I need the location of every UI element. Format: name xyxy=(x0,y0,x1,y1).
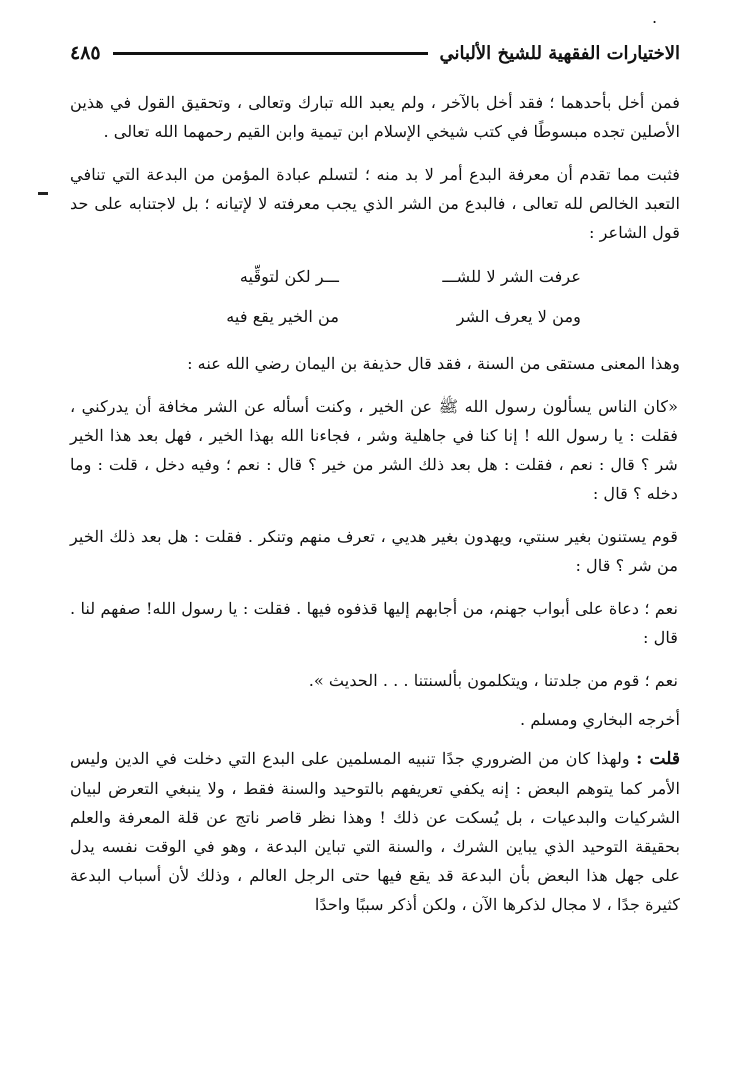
hadith-paragraph-4: نعم ؛ قوم من جلدتنا ، ويتكلمون بألسنتنا . . . الحديث ». xyxy=(308,671,678,690)
poem-hemistich-2b: من الخير يقع فيه xyxy=(226,307,339,326)
paragraph-comment xyxy=(70,744,680,919)
page-number: ٤٨٥ xyxy=(70,42,101,64)
page-body xyxy=(70,88,680,933)
running-title: الاختيارات الفقهية للشيخ الألباني xyxy=(439,42,680,64)
poem-verse-1 xyxy=(70,257,680,297)
hadith-source: أخرجه البخاري ومسلم . xyxy=(520,710,680,729)
poem xyxy=(70,257,680,337)
poem-hemistich-1a: عرفت الشر لا للشـــ xyxy=(442,267,581,286)
poem-hemistich-1b: ـــر لكن لتوقِّيه xyxy=(239,267,339,286)
comment-text: ولهذا كان من الضروري جدًا تنبيه المسلمين على البدع التي دخلت في الدين وليس الأمر كما يتوهم البعض : إنه يكفي تعريفهم بالتوحيد والسنة فقط ، ولا ينبغي التعرض لبيان الشركيات والبدعيات ، بل يُسكت عن ذلك ! وهذا نظر قاصر ناتج عن قلة المعرفة والعلم بحقيقة التوحيد الذي يباين الشرك ، والسنة التي تباين البدعة ، وهو في الوقت نفسه يدل على جهل هذا البعض بأن البدعة قد يقع فيها حتى الرجل العالم ، وذلك لأن أسباب البدعة كثيرة جدًا ، لا مجال لذكرها الآن ، ولكن أذكر سببًا واحدًا xyxy=(70,749,680,914)
header-rule xyxy=(113,52,428,55)
poem-verse-2 xyxy=(70,297,680,337)
paragraph-1: فمن أخل بأحدهما ؛ فقد أخل بالآخر ، ولم يعبد الله تبارك وتعالى ، وتحقيق القول في هذين الأصلين تجده مبسوطًا في كتب شيخي الإسلام ابن تيمية وابن القيم رحمهما الله تعالى . xyxy=(70,93,680,141)
comment-label: قلت : xyxy=(636,749,680,769)
corner-mark: . xyxy=(652,8,658,27)
paragraph-3: وهذا المعنى مستقى من السنة ، فقد قال حذيفة بن اليمان رضي الله عنه : xyxy=(187,354,680,373)
hadith-paragraph-1: «كان الناس يسألون رسول الله ﷺ عن الخير ، وكنت أسأله عن الشر مخافة أن يدركني ، فقلت : يا رسول الله ! إنا كنا في جاهلية وشر ، فجاءنا الله بهذا الخير ، فهل بعد هذا الخير شر ؟ قال : نعم ، فقلت : هل بعد ذلك الشر من خير ؟ قال : نعم ؛ وفيه دخل ، قلت : وما دخله ؟ قال : xyxy=(70,397,678,503)
poem-hemistich-2a: ومن لا يعرف الشر xyxy=(456,307,581,326)
margin-mark xyxy=(38,192,48,195)
hadith-paragraph-2: قوم يستنون بغير سنتي، ويهدون بغير هديي ، تعرف منهم وتنكر . فقلت : هل بعد ذلك الخير من شر ؟ قال : xyxy=(70,527,678,575)
page-header xyxy=(70,42,680,64)
hadith-paragraph-3: نعم ؛ دعاة على أبواب جهنم، من أجابهم إليها قذفوه فيها . فقلت : يا رسول الله! صفهم لنا . قال : xyxy=(70,599,678,647)
paragraph-2: فثبت مما تقدم أن معرفة البدع أمر لا بد منه ؛ لتسلم عبادة المؤمن من البدعة التي تنافي التعبد الخالص لله تعالى ، فالبدع من الشر الذي يجب معرفته لا لإتيانه ؛ بل لاجتنابه على حد قول الشاعر : xyxy=(70,165,680,242)
